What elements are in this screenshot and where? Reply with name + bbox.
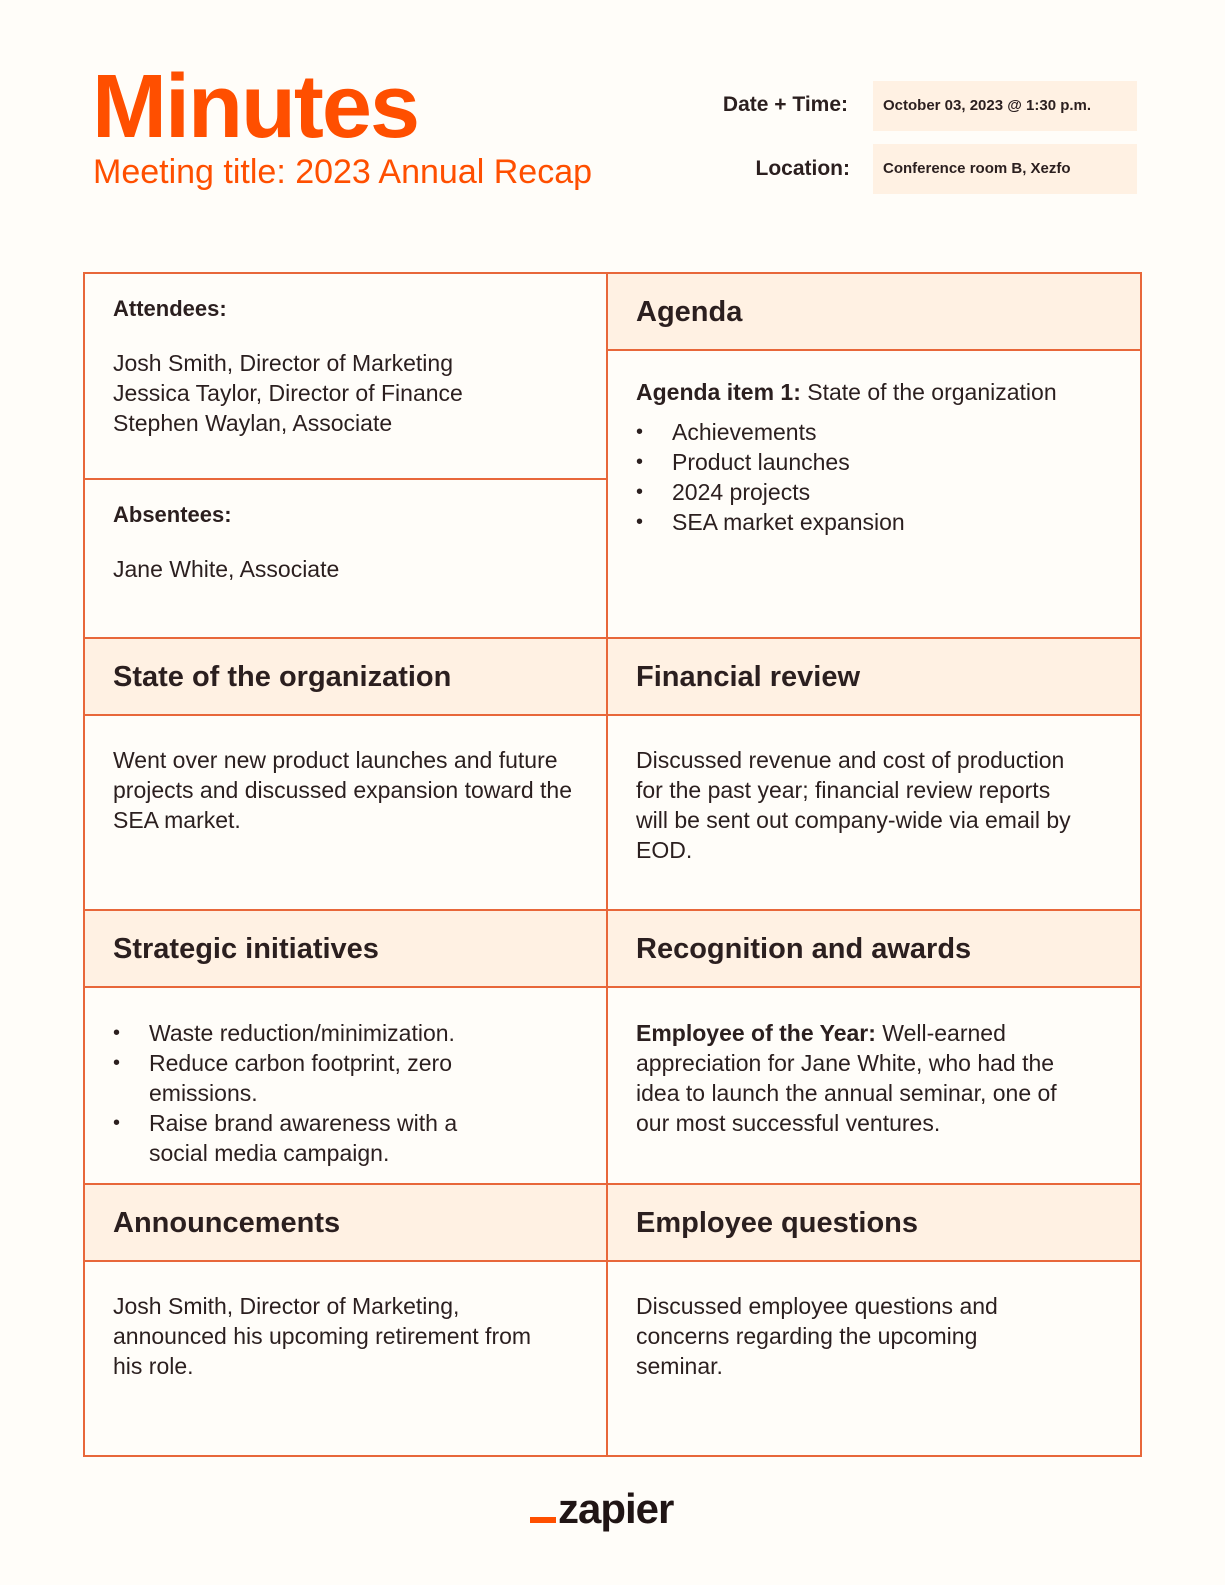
attendees-absentees-cell	[85, 274, 608, 637]
attendee: Jessica Taylor, Director of Finance	[113, 380, 463, 406]
attendees-list	[113, 348, 578, 438]
list-item: • SEA market expansion	[636, 507, 1112, 537]
list-item: • Raise brand awareness with a social media campaign.	[113, 1108, 476, 1168]
attendee: Josh Smith, Director of Marketing	[113, 350, 454, 376]
location-value: Conference room B, Xezfo	[873, 144, 1137, 194]
absentee: Jane White, Associate	[113, 556, 340, 582]
agenda-heading: Agenda	[608, 274, 1140, 351]
strategic-body	[85, 988, 606, 1168]
logo-text: zapier	[558, 1485, 674, 1532]
date-label: Date + Time:	[722, 93, 848, 116]
agenda-item	[636, 377, 1112, 407]
recognition-heading: Recognition and awards	[608, 911, 1140, 988]
location-label: Location:	[755, 157, 850, 180]
strategic-bullets	[113, 1018, 476, 1168]
absentees-label: Absentees:	[113, 502, 232, 527]
employee-questions-text: Discussed employee questions and concerns regarding the upcoming seminar.	[636, 1293, 998, 1379]
zapier-logo	[530, 1485, 673, 1533]
employee-questions-heading: Employee questions	[608, 1185, 1140, 1262]
strategic-heading: Strategic initiatives	[85, 911, 606, 988]
state-of-org-text: Went over new product launches and future projects and discussed expansion toward the SEA market.	[113, 747, 573, 833]
announcements-heading: Announcements	[85, 1185, 606, 1262]
agenda-bullets	[636, 417, 1112, 537]
list-item: • Product launches	[636, 447, 1112, 477]
list-item: • 2024 projects	[636, 477, 1112, 507]
meeting-title: Meeting title: 2023 Annual Recap	[93, 153, 593, 191]
agenda-item-label: Agenda item 1:	[636, 379, 801, 405]
agenda-cell	[608, 274, 1140, 637]
list-item: • Achievements	[636, 417, 1112, 447]
attendees-section	[85, 274, 606, 478]
announcements-text: Josh Smith, Director of Marketing, announced his upcoming retirement from his role.	[113, 1293, 532, 1379]
list-item: • Reduce carbon footprint, zero emissions.	[113, 1048, 476, 1108]
recognition-cell	[608, 909, 1140, 1183]
absentees-section	[85, 478, 606, 637]
recognition-body	[608, 988, 1140, 1138]
attendees-label: Attendees:	[113, 296, 227, 321]
agenda-body	[608, 351, 1140, 537]
recognition-label: Employee of the Year:	[636, 1020, 876, 1046]
announcements-cell	[85, 1183, 608, 1455]
list-item: • Waste reduction/minimization.	[113, 1018, 476, 1048]
state-of-org-heading: State of the organization	[85, 639, 606, 716]
financial-review-cell	[608, 637, 1140, 909]
state-of-org-cell	[85, 637, 608, 909]
page-title: Minutes	[92, 57, 419, 157]
financial-review-heading: Financial review	[608, 639, 1140, 716]
logo-underscore-icon	[530, 1517, 556, 1523]
financial-review-text: Discussed revenue and cost of production for the past year; financial review reports will be sent out company-wide via email by EOD.	[636, 747, 1071, 863]
strategic-cell	[85, 909, 608, 1183]
minutes-grid	[83, 272, 1142, 1457]
employee-questions-cell	[608, 1183, 1140, 1455]
recognition-text: Well-earned appreciation for Jane White, who had the idea to launch the annual seminar, one of our most successful ventures.	[636, 1020, 1057, 1136]
agenda-item-text: State of the organization	[800, 379, 1057, 405]
date-value: October 03, 2023 @ 1:30 p.m.	[873, 81, 1137, 131]
attendee: Stephen Waylan, Associate	[113, 410, 393, 436]
